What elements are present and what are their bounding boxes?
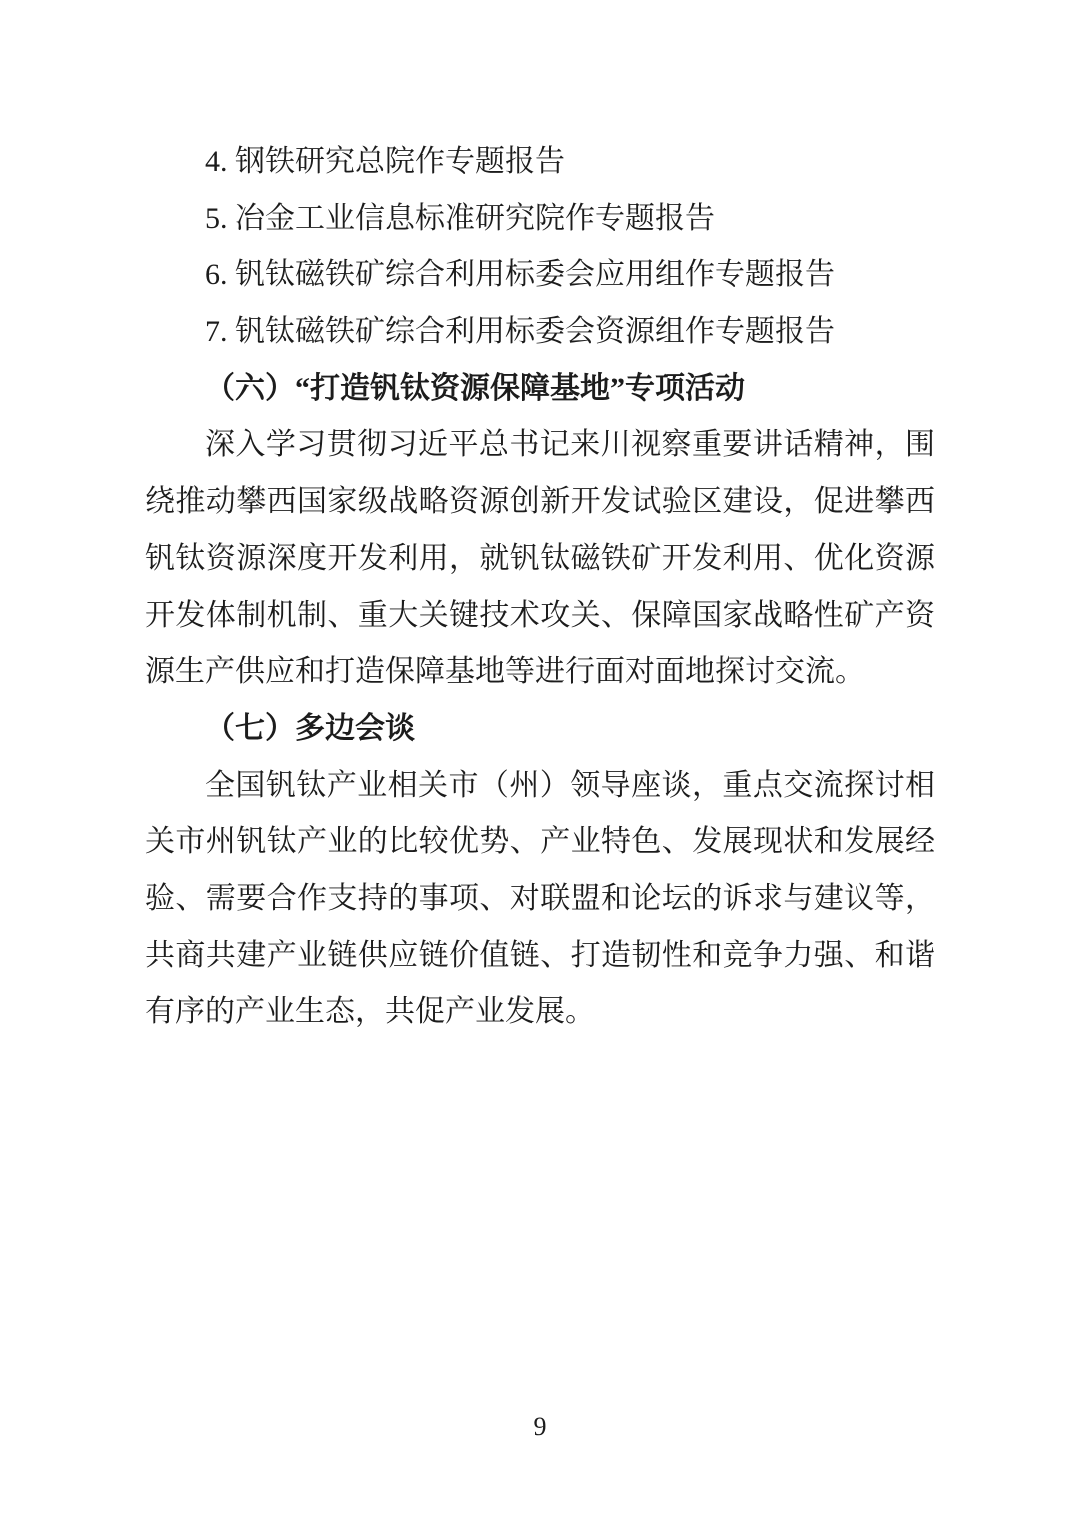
page-number: 9 — [533, 1412, 547, 1441]
paragraph-line: 共商共建产业链供应链价值链、打造韧性和竞争力强、和谐 — [145, 938, 935, 972]
section-heading-six: （六）“打造钒钛资源保障基地”专项活动 — [205, 371, 745, 405]
list-item-5: 5. 冶金工业信息标准研究院作专题报告 — [205, 201, 715, 235]
list-item-4: 4. 钢铁研究总院作专题报告 — [205, 145, 565, 178]
list-item-6: 6. 钒钛磁铁矿综合利用标委会应用组作专题报告 — [205, 258, 835, 292]
paragraph-line: 关市州钒钛产业的比较优势、产业特色、发展现状和发展经 — [145, 825, 935, 859]
paragraph-line: 深入学习贯彻习近平总书记来川视察重要讲话精神，围 — [205, 428, 935, 462]
paragraph-line: 绕推动攀西国家级战略资源创新开发试验区建设，促进攀西 — [145, 485, 935, 519]
paragraph-line: 源生产供应和打造保障基地等进行面对面地探讨交流。 — [145, 655, 865, 689]
paragraph-line: 钒钛资源深度开发利用，就钒钛磁铁矿开发利用、优化资源 — [145, 541, 935, 575]
document-body — [145, 134, 935, 1041]
paragraph-line: 验、需要合作支持的事项、对联盟和论坛的诉求与建议等， — [145, 881, 935, 915]
paragraph-line: 全国钒钛产业相关市（州）领导座谈，重点交流探讨相 — [205, 768, 935, 802]
list-item-7: 7. 钒钛磁铁矿综合利用标委会资源组作专题报告 — [205, 315, 835, 349]
section-heading-seven: （七）多边会谈 — [205, 711, 415, 745]
paragraph-line: 有序的产业生态，共促产业发展。 — [145, 995, 595, 1029]
paragraph-line: 开发体制机制、重大关键技术攻关、保障国家战略性矿产资 — [145, 598, 935, 632]
